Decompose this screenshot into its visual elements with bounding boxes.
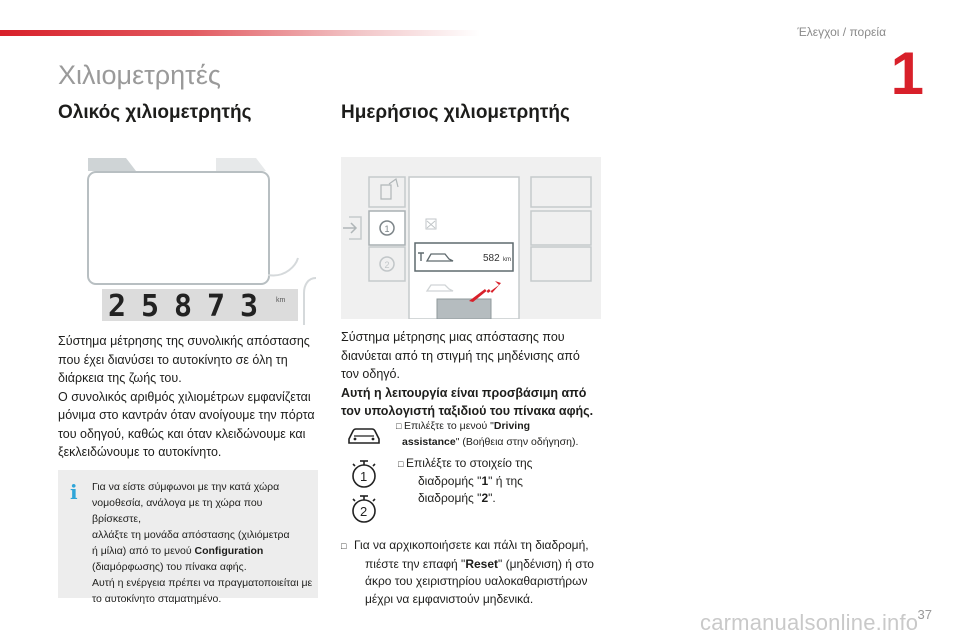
- chapter-number: 1: [890, 40, 924, 107]
- page-number: 37: [917, 607, 932, 622]
- trip-odometer-description: Σύστημα μέτρησης μιας απόστασης που διανύεται από τη στιγμή της μηδένισης από τον οδηγό. Αυτή η λειτουργία είναι προσβάσιμη από τον υπολογιστή ταξιδιού του πίνακα αφής.: [341, 330, 594, 418]
- header-accent-bar: [0, 30, 480, 36]
- car-menu-icon: [346, 424, 382, 451]
- odometer-illustration: [86, 153, 321, 325]
- odometer-digit: 2: [108, 289, 127, 324]
- step-select-driving-assistance: □ Επιλέξτε το μενού "Driving assistance" (Βοήθεια στην οδήγηση).: [396, 420, 579, 448]
- svg-text:km: km: [503, 257, 511, 263]
- watermark: carmanualsonline.info: [700, 610, 919, 635]
- odometer-digit: 7: [207, 289, 226, 324]
- odometer-unit: km: [276, 297, 286, 304]
- section-title-total-odometer: Ολικός χιλιομετρητής: [58, 102, 252, 123]
- odometer-digit: 3: [240, 289, 259, 324]
- svg-text:2: 2: [384, 260, 390, 270]
- svg-text:2: 2: [360, 504, 368, 519]
- odometer-digit: 8: [174, 289, 193, 324]
- info-box: [58, 470, 318, 605]
- step-select-trip: □ Επιλέξτε το στοιχείο της διαδρομής "1" ή της διαδρομής "2".: [398, 456, 533, 505]
- trip-distance: 582: [483, 253, 500, 264]
- touchscreen-trip-illustration: [341, 157, 601, 319]
- svg-text:1: 1: [384, 224, 390, 234]
- info-text: Για να είστε σύμφωνοι με την κατά χώρα νομοθεσία, ανάλογα με τη χώρα που βρίσκεστε, αλλάξτε τη μονάδα απόστασης (χιλιόμετρα ή μίλια) από το μενού Configuration (διαμόρφωσης) του πίνακα αφής. Αυτή η ενέργεια πρέπει να πραγματοποιείται με το αυτοκίνητο σταματημένο.: [92, 481, 313, 605]
- breadcrumb: Έλεγχοι / πορεία: [797, 25, 886, 39]
- total-odometer-description: Σύστημα μέτρησης της συνολικής απόστασης που έχει διανύσει το αυτοκίνητο σε όλη τη διάρκεια της ζωής του. Ο συνολικός αριθμός χιλιομέτρων εμφανίζεται μόνιμα στο καντράν όταν ανοίγουμε την πόρτα του οδηγού, καθώς και όταν κλειδώνουμε και ξεκλειδώνουμε το αυτοκίνητο.: [58, 334, 315, 459]
- svg-text:1: 1: [360, 469, 368, 484]
- odometer-digit: 5: [141, 289, 160, 324]
- step-reset-trip: □ Για να αρχικοποιήσετε και πάλι τη διαδρομή, πιέστε την επαφή "Reset" (μηδένιση) ή στο άκρο του χειριστηρίου υαλοκαθαριστήρων μέχρι να εμφανιστούν μηδενικά.: [341, 538, 594, 606]
- info-icon: i: [70, 480, 78, 504]
- trip-2-stopwatch-icon: [350, 494, 378, 529]
- trip-1-stopwatch-icon: [350, 459, 378, 494]
- page-title: Χιλιομετρητές: [58, 60, 221, 90]
- section-title-trip-odometer: Ημερήσιος χιλιομετρητής: [341, 102, 570, 123]
